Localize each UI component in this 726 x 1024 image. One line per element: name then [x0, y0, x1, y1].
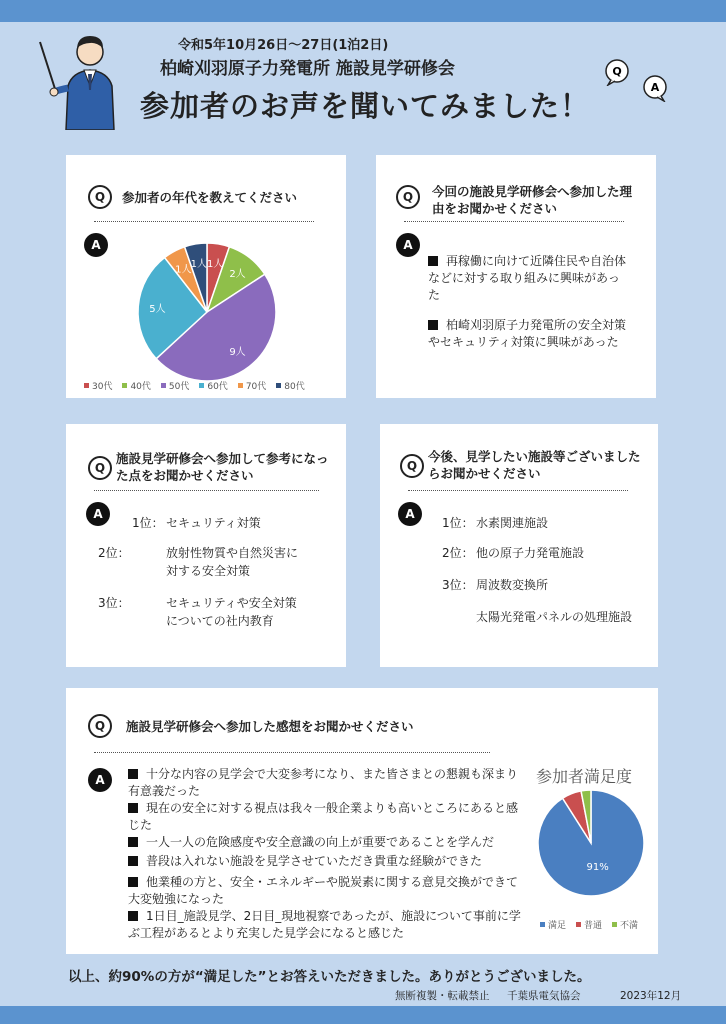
pie-label-80代: 1人	[190, 258, 208, 270]
legend-swatch	[540, 922, 545, 927]
answer-icon: A	[88, 768, 112, 792]
comment-item: 1日目_施設見学、2日目_現地視察であったが、施設について事前に学ぶ工程があるとより充実した見学会になると感じた	[128, 909, 521, 940]
legend-swatch	[84, 383, 89, 388]
reason-item: 再稼働に向けて近隣住民や自治体などに対する取り組みに興味があった	[428, 254, 627, 302]
legend-swatch	[576, 922, 581, 927]
useful-item-3: 3位： セキュリティや安全対策についての社内教育	[98, 596, 297, 628]
answer-icon: A	[398, 502, 422, 526]
legend-swatch	[161, 383, 166, 388]
bullet-icon	[428, 320, 438, 330]
impressions-question: 施設見学研修会へ参加した感想をお聞かせください	[126, 719, 414, 734]
legend-item-満足: 満足	[540, 918, 566, 931]
pie-label-30代: 1人	[206, 258, 224, 270]
age-card	[66, 155, 346, 398]
legend-item-50代: 50代	[161, 379, 189, 392]
comment-item: 普段は入れない施設を見学させていただき貴重な経験ができた	[128, 853, 524, 870]
closing-message: 以上、約90%の方が“満足した”とお答えいただきました。ありがとうございました。	[68, 969, 591, 985]
legend-item-80代: 80代	[276, 379, 304, 392]
legend-item-70代: 70代	[238, 379, 266, 392]
useful-question: 施設見学研修会へ参加して参考になった点をお聞かせください	[116, 451, 329, 483]
pie-label-50代: 9人	[229, 347, 246, 359]
page-title: 参加者のお声を聞いてみました！	[140, 89, 591, 123]
future-question: 今後、見学したい施設等ございましたらお聞かせください	[428, 449, 641, 481]
event-subtitle: 柏崎刈羽原子力発電所 施設見学研修会	[160, 59, 455, 79]
future-item-extra: 太陽光発電パネルの処理施設	[476, 610, 633, 624]
legend-item-不満: 不満	[612, 918, 638, 931]
legend-swatch	[612, 922, 617, 927]
age-question: 参加者の年代を教えてください	[122, 190, 298, 205]
comment-item: 他業種の方と、安全・エネルギーや脱炭素に関する意見交換ができて大変勉強になった	[128, 875, 519, 906]
header	[0, 22, 726, 134]
bullet-icon	[128, 911, 138, 921]
legend-item-40代: 40代	[122, 379, 150, 392]
divider	[94, 752, 490, 753]
reason-card	[376, 155, 656, 398]
satisfaction-legend	[540, 918, 638, 931]
bullet-icon	[128, 837, 138, 847]
question-icon: Q	[88, 714, 112, 738]
future-item-1: 1位： 水素関連施設	[442, 516, 549, 530]
presenter-illustration	[38, 30, 138, 130]
pie-label-満足: 91%	[586, 861, 609, 873]
a-speech-bubble-icon	[640, 74, 670, 102]
reason-item: 柏崎刈羽原子力発電所の安全対策やセキュリティ対策に興味があった	[428, 318, 627, 349]
age-legend	[84, 379, 305, 392]
question-icon: Q	[88, 456, 112, 480]
impressions-card	[66, 688, 658, 954]
future-item-3: 3位： 周波数変換所	[442, 578, 549, 592]
satisfaction-title: 参加者満足度	[536, 767, 633, 786]
q-speech-bubble-icon	[602, 58, 632, 86]
bullet-icon	[128, 856, 138, 866]
legend-item-普通: 普通	[576, 918, 602, 931]
divider	[94, 221, 314, 222]
legend-swatch	[199, 383, 204, 388]
divider	[408, 490, 628, 491]
bullet-icon	[428, 256, 438, 266]
satisfaction-pie-chart	[536, 788, 646, 898]
answer-icon: A	[396, 233, 420, 257]
reason-question: 今回の施設見学研修会へ参加した理由をお聞かせください	[432, 184, 633, 216]
bullet-icon	[128, 803, 138, 813]
event-date: 令和5年10月26日～27日(1泊2日)	[178, 38, 389, 53]
future-item-2: 2位： 他の原子力発電施設	[442, 546, 585, 560]
bullet-icon	[128, 877, 138, 887]
legend-item-30代: 30代	[84, 379, 112, 392]
future-facilities-card	[380, 424, 658, 667]
svg-text:A: A	[650, 81, 660, 94]
pie-label-60代: 5人	[149, 303, 166, 315]
issue-date: 2023年12月	[620, 990, 682, 1002]
legend-swatch	[238, 383, 243, 388]
useful-item-1: 1位： セキュリティ対策	[132, 516, 261, 530]
comment-item: 現在の安全に対する視点は我々一般企業よりも高いところにあると感じた	[128, 801, 519, 832]
question-icon: Q	[396, 185, 420, 209]
divider	[404, 221, 624, 222]
answer-icon: A	[84, 233, 108, 257]
legend-swatch	[276, 383, 281, 388]
divider	[94, 490, 319, 491]
bottom-band	[0, 1006, 726, 1024]
useful-points-card	[66, 424, 346, 667]
svg-text:Q: Q	[612, 65, 622, 78]
pie-label-40代: 2人	[229, 268, 246, 280]
question-icon: Q	[88, 185, 112, 209]
answer-icon: A	[86, 502, 110, 526]
comment-item: 一人一人の危険感度や安全意識の向上が重要であることを学んだ	[128, 834, 524, 851]
legend-swatch	[122, 383, 127, 388]
legend-item-60代: 60代	[199, 379, 227, 392]
top-band	[0, 0, 726, 22]
useful-item-2: 2位： 放射性物質や自然災害に対する安全対策	[98, 546, 299, 578]
copyright-notice: 無断複製・転載禁止	[395, 990, 490, 1002]
pie-label-70代: 1人	[175, 264, 192, 276]
age-pie-chart	[136, 241, 278, 383]
question-icon: Q	[400, 454, 424, 478]
bullet-icon	[128, 769, 138, 779]
organization-name: 千葉県電気協会	[507, 990, 581, 1002]
comment-item: 十分な内容の見学会で大変参考になり、また皆さまとの懇親も深まり有意義だった	[128, 767, 519, 798]
